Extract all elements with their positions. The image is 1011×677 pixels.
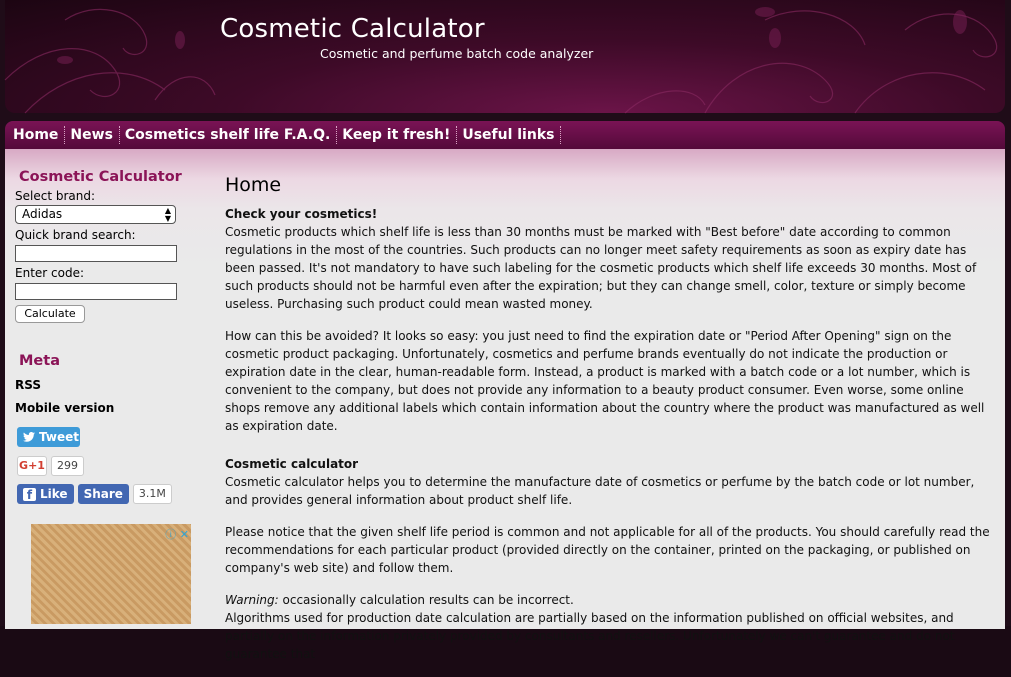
facebook-like-label: Like — [40, 487, 68, 501]
brand-select-value: Adidas — [22, 207, 63, 221]
content-area — [5, 149, 1005, 661]
rss-link[interactable]: RSS — [15, 378, 41, 392]
facebook-like-button[interactable] — [17, 484, 74, 504]
tweet-button[interactable] — [17, 427, 80, 447]
intro-paragraph: Cosmetic products which shelf life is less than 30 months must be marked with "Best before" date according to common regulations in the most of the countries. Such products can no longer meet safety requirements as soon as expiry date has been passed. It's not mandatory to have such labeling for the cosmetic products which shelf life exceeds 30 months. Most of such products should not be harmful even after the expiration; but they can change smell, color, texture or simply become useless. Purchasing such product could mean wasted money. — [225, 225, 977, 311]
nav-keep-fresh[interactable]: Keep it fresh! — [337, 126, 457, 144]
meta-title: Meta — [19, 353, 60, 369]
warning-label: Warning: — [225, 593, 279, 607]
warning-line — [225, 591, 995, 609]
select-brand-label: Select brand: — [15, 189, 96, 203]
twitter-icon — [23, 432, 35, 442]
gplus-count: 299 — [51, 456, 84, 476]
mobile-version-link[interactable]: Mobile version — [15, 401, 115, 415]
select-arrows-icon: ▲ ▼ — [164, 206, 171, 223]
site-header — [5, 0, 1005, 113]
page-title: Home — [225, 174, 282, 196]
facebook-icon: f — [23, 488, 36, 501]
gplus-row — [17, 456, 195, 476]
advertisement[interactable] — [31, 524, 191, 624]
algorithms-paragraph: Algorithms used for production date calculation are partially based on the information published on official websites, and partially on the information privately provided by consultants and resellers. Unfortunately we can't guarantee and do not guarantee that — [225, 611, 955, 661]
calculator-paragraph: Cosmetic calculator helps you to determine the manufacture date of cosmetics or perfume by the batch code or lot number, and provides general information about product shelf life. — [225, 475, 975, 507]
nav-useful-links[interactable]: Useful links — [457, 126, 561, 144]
main-nav — [5, 121, 1005, 149]
warning-text: occasionally calculation results can be incorrect. — [278, 593, 574, 607]
gplus-button[interactable]: G+1 — [17, 456, 47, 476]
facebook-count: 3.1M — [133, 484, 172, 504]
facebook-share-button[interactable]: Share — [78, 484, 129, 504]
enter-code-label: Enter code: — [15, 266, 85, 280]
nav-news[interactable]: News — [65, 126, 119, 144]
brand-search-input[interactable] — [15, 245, 177, 262]
calculator-title: Cosmetic Calculator — [19, 169, 182, 185]
ad-choices-icon[interactable]: ⓘ ✕ — [165, 528, 189, 541]
check-cosmetics-heading: Check your cosmetics! — [225, 207, 378, 221]
facebook-row — [17, 484, 195, 504]
calculate-button[interactable]: Calculate — [15, 305, 85, 323]
code-input[interactable] — [15, 283, 177, 300]
brand-select[interactable] — [15, 205, 176, 224]
site-title[interactable]: Cosmetic Calculator — [220, 14, 485, 44]
tweet-label: Tweet — [39, 430, 79, 444]
quick-search-label: Quick brand search: — [15, 228, 136, 242]
notice-paragraph: Please notice that the given shelf life period is common and not applicable for all of the products. You should carefully read the recommendations for each particular product (provided directly on the container, printed on the packaging, or published on company's web site) and follow them. — [225, 525, 990, 575]
calculator-heading: Cosmetic calculator — [225, 457, 359, 471]
main-content — [225, 173, 995, 677]
nav-home[interactable]: Home — [8, 126, 65, 144]
nav-faq[interactable]: Cosmetics shelf life F.A.Q. — [120, 126, 337, 144]
sidebar — [15, 169, 195, 624]
site-subtitle: Cosmetic and perfume batch code analyzer — [320, 46, 594, 61]
avoid-paragraph: How can this be avoided? It looks so easy: you just need to find the expiration date or "Period After Opening" sign on the cosmetic product packaging. Unfortunately, cosmetics and perfume brands eventually do not indicate the production or expiration date in the clear, human-readable form. Instead, a product is marked with a batch code or a lot number, which is convenient to the company, but does not provide any information to a beauty product consumer. Even worse, some online shops remove any additional labels which contain information about the country where the product was manufactured as well as expiration date. — [225, 329, 985, 433]
